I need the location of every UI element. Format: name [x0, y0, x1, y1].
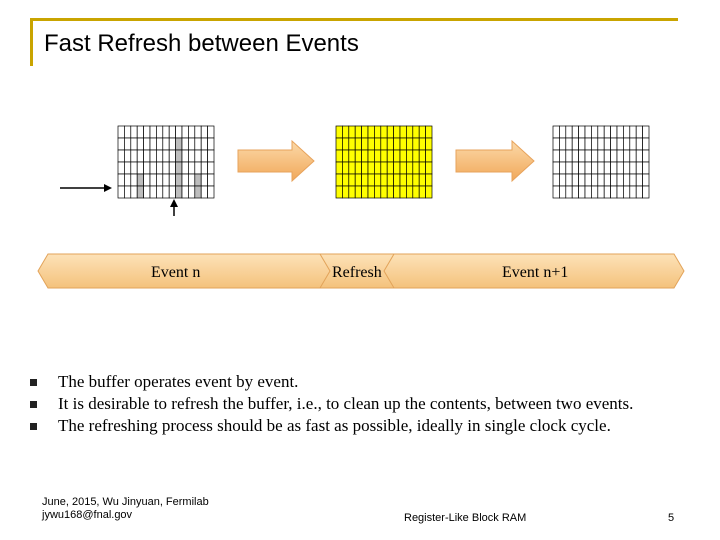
buffer-cell [349, 138, 355, 150]
block-arrow-2 [456, 141, 534, 181]
buffer-cell [195, 186, 201, 198]
buffer-cell [630, 174, 636, 186]
buffer-cell [630, 150, 636, 162]
buffer-cell [150, 174, 156, 186]
buffer-cell [144, 126, 150, 138]
buffer-cell [336, 174, 342, 186]
buffer-cell [150, 138, 156, 150]
footer-date-author: June, 2015, Wu Jinyuan, Fermilab [42, 496, 209, 508]
buffer-cell [394, 150, 400, 162]
buffer-cell [406, 150, 412, 162]
buffer-cell [591, 162, 597, 174]
buffer-cell [394, 138, 400, 150]
buffer-cell [611, 174, 617, 186]
buffer-cell [617, 174, 623, 186]
buffer-cell [413, 174, 419, 186]
buffer-cell [188, 174, 194, 186]
buffer-cell [591, 174, 597, 186]
buffer-cell [342, 150, 348, 162]
buffer-cell [342, 174, 348, 186]
buffer-cell [208, 138, 214, 150]
buffer-cell [188, 186, 194, 198]
buffer-cell [623, 174, 629, 186]
buffer-cell [381, 126, 387, 138]
buffer-cell [566, 174, 572, 186]
buffer-cell [566, 186, 572, 198]
buffer-cell [355, 150, 361, 162]
buffer-cell [169, 162, 175, 174]
buffer-cell [585, 162, 591, 174]
buffer-cell [201, 150, 207, 162]
buffer-cell [572, 126, 578, 138]
slide-title: Fast Refresh between Events [44, 30, 359, 57]
buffer-cell [169, 138, 175, 150]
buffer-cell [636, 150, 642, 162]
buffer-cell [349, 162, 355, 174]
buffer-cell [176, 150, 182, 162]
buffer-cell [163, 186, 169, 198]
buffer-cell [623, 138, 629, 150]
buffer-cell [188, 138, 194, 150]
bullet-item [30, 415, 670, 437]
buffer-cell [176, 138, 182, 150]
buffer-cell [604, 138, 610, 150]
buffer-cell [368, 174, 374, 186]
buffer-cell [374, 138, 380, 150]
buffer-cell [208, 186, 214, 198]
buffer-cell [406, 174, 412, 186]
buffer-cell [208, 174, 214, 186]
buffer-cell [336, 138, 342, 150]
buffer-cell [124, 186, 130, 198]
buffer-cell [591, 138, 597, 150]
buffer-cell [553, 174, 559, 186]
buffer-cell [585, 186, 591, 198]
buffer-cell [342, 162, 348, 174]
buffer-cell [572, 174, 578, 186]
buffer-grid-event-n [118, 126, 214, 198]
bullet-text: It is desirable to refresh the buffer, i.e., to clean up the contents, between two events. [58, 394, 634, 413]
buffer-cell [406, 186, 412, 198]
buffer-cell [553, 138, 559, 150]
buffer-cell [579, 186, 585, 198]
buffer-cell [636, 138, 642, 150]
buffer-cell [374, 174, 380, 186]
input-arrow [60, 184, 112, 192]
buffer-cell [400, 162, 406, 174]
buffer-cell [611, 150, 617, 162]
buffer-cell [342, 186, 348, 198]
buffer-cell [131, 186, 137, 198]
buffer-cell [636, 186, 642, 198]
buffer-cell [188, 162, 194, 174]
buffer-cell [553, 186, 559, 198]
buffer-cell [579, 138, 585, 150]
buffer-cell [144, 186, 150, 198]
bullet-list [30, 371, 670, 437]
buffer-cell [617, 162, 623, 174]
buffer-cell [144, 162, 150, 174]
buffer-cell [579, 162, 585, 174]
buffer-cell [387, 126, 393, 138]
buffer-cell [195, 126, 201, 138]
buffer-cell [156, 186, 162, 198]
bullet-item [30, 371, 670, 393]
buffer-cell [426, 186, 432, 198]
buffer-cell [201, 174, 207, 186]
buffer-cell [336, 186, 342, 198]
buffer-cell [118, 186, 124, 198]
buffer-cell [374, 186, 380, 198]
buffer-cell [413, 162, 419, 174]
buffer-cell [636, 162, 642, 174]
buffer-cell [617, 126, 623, 138]
buffer-cell [150, 150, 156, 162]
buffer-cell [342, 138, 348, 150]
buffer-cell [598, 138, 604, 150]
buffer-cell [150, 162, 156, 174]
buffer-cell [419, 186, 425, 198]
buffer-cell [349, 126, 355, 138]
buffer-cell [553, 150, 559, 162]
buffer-cell [598, 150, 604, 162]
buffer-cell [208, 126, 214, 138]
buffer-cell [419, 126, 425, 138]
buffer-cell [400, 138, 406, 150]
buffer-cell [623, 186, 629, 198]
buffer-cell [118, 174, 124, 186]
buffer-cell [336, 150, 342, 162]
buffer-cell [426, 150, 432, 162]
buffer-cell [617, 150, 623, 162]
buffer-cell [208, 150, 214, 162]
buffer-cell [124, 162, 130, 174]
buffer-cell [195, 138, 201, 150]
buffer-cell [394, 186, 400, 198]
buffer-cell [355, 174, 361, 186]
buffer-cell [195, 150, 201, 162]
buffer-cell [381, 174, 387, 186]
buffer-cell [387, 138, 393, 150]
buffer-cell [553, 162, 559, 174]
buffer-cell [406, 162, 412, 174]
buffer-cell [598, 126, 604, 138]
buffer-cell [643, 138, 649, 150]
buffer-cell [150, 126, 156, 138]
buffer-cell [419, 162, 425, 174]
buffer-cell [611, 186, 617, 198]
buffer-cell [381, 162, 387, 174]
bullet-marker [30, 379, 37, 386]
buffer-cell [413, 150, 419, 162]
buffer-cell [169, 150, 175, 162]
buffer-cell [118, 138, 124, 150]
buffer-cell [604, 186, 610, 198]
label-event-n-plus-1: Event n+1 [502, 264, 569, 281]
buffer-cell [579, 126, 585, 138]
buffer-cell [566, 162, 572, 174]
label-refresh: Refresh [332, 264, 382, 281]
buffer-cell [336, 162, 342, 174]
buffer-cell [201, 186, 207, 198]
buffer-cell [163, 126, 169, 138]
buffer-cell [566, 126, 572, 138]
page-number: 5 [668, 512, 675, 524]
buffer-cell [387, 186, 393, 198]
buffer-cell [336, 126, 342, 138]
buffer-cell [182, 174, 188, 186]
buffer-cell [426, 162, 432, 174]
buffer-cell [643, 126, 649, 138]
buffer-cell [118, 150, 124, 162]
buffer-cell [559, 186, 565, 198]
buffer-cell [349, 174, 355, 186]
buffer-cell [362, 174, 368, 186]
buffer-cell [201, 162, 207, 174]
buffer-cell [559, 162, 565, 174]
buffer-cell [137, 174, 143, 186]
buffer-cell [419, 138, 425, 150]
buffer-cell [387, 162, 393, 174]
buffer-cell [195, 174, 201, 186]
buffer-cell [374, 126, 380, 138]
buffer-cell [623, 126, 629, 138]
buffer-cell [553, 126, 559, 138]
buffer-cell [394, 126, 400, 138]
bullet-text: The buffer operates event by event. [58, 372, 299, 391]
buffer-cell [188, 150, 194, 162]
pointer-arrow [170, 199, 178, 216]
buffer-cell [643, 186, 649, 198]
buffer-cell [176, 186, 182, 198]
buffer-cell [611, 138, 617, 150]
bullet-marker [30, 401, 37, 408]
buffer-cell [400, 150, 406, 162]
buffer-cell [368, 126, 374, 138]
buffer-cell [156, 162, 162, 174]
buffer-cell [131, 174, 137, 186]
buffer-cell [362, 126, 368, 138]
buffer-cell [144, 150, 150, 162]
buffer-cell [559, 126, 565, 138]
buffer-cell [394, 174, 400, 186]
buffer-cell [585, 174, 591, 186]
buffer-cell [349, 186, 355, 198]
buffer-grid-event-n-plus-1 [553, 126, 649, 198]
buffer-cell [368, 186, 374, 198]
buffer-cell [387, 150, 393, 162]
buffer-cell [342, 126, 348, 138]
buffer-cell [572, 150, 578, 162]
buffer-cell [144, 138, 150, 150]
buffer-cell [406, 138, 412, 150]
buffer-cell [381, 186, 387, 198]
buffer-cell [188, 126, 194, 138]
buffer-cell [156, 174, 162, 186]
buffer-cell [413, 138, 419, 150]
buffer-cell [118, 126, 124, 138]
buffer-cell [368, 150, 374, 162]
buffer-cell [426, 174, 432, 186]
buffer-cell [131, 162, 137, 174]
buffer-cell [169, 126, 175, 138]
buffer-cell [413, 186, 419, 198]
buffer-cell [381, 138, 387, 150]
buffer-cell [604, 126, 610, 138]
buffer-cell [131, 126, 137, 138]
buffer-cell [579, 150, 585, 162]
buffer-cell [362, 162, 368, 174]
buffer-cell [566, 150, 572, 162]
buffer-cell [163, 174, 169, 186]
bullet-item [30, 393, 670, 415]
buffer-cell [406, 126, 412, 138]
buffer-cell [374, 162, 380, 174]
buffer-cell [195, 162, 201, 174]
buffer-cell [559, 174, 565, 186]
buffer-cell [163, 162, 169, 174]
buffer-cell [426, 138, 432, 150]
buffer-cell [611, 162, 617, 174]
buffer-cell [426, 126, 432, 138]
buffer-cell [137, 186, 143, 198]
buffer-cell [362, 150, 368, 162]
buffer-cell [131, 150, 137, 162]
buffer-cell [176, 126, 182, 138]
buffer-cell [611, 126, 617, 138]
buffer-cell [156, 126, 162, 138]
buffer-cell [163, 150, 169, 162]
buffer-cell [572, 162, 578, 174]
buffer-cell [368, 162, 374, 174]
buffer-cell [355, 162, 361, 174]
buffer-cell [124, 138, 130, 150]
buffer-cell [124, 174, 130, 186]
buffer-cell [201, 126, 207, 138]
buffer-cell [169, 174, 175, 186]
buffer-cell [643, 162, 649, 174]
buffer-cell [182, 150, 188, 162]
buffer-cell [176, 162, 182, 174]
buffer-cell [617, 138, 623, 150]
buffer-cell [381, 150, 387, 162]
buffer-cell [368, 138, 374, 150]
buffer-cell [182, 186, 188, 198]
buffer-cell [137, 162, 143, 174]
buffer-cell [630, 186, 636, 198]
buffer-cell [623, 162, 629, 174]
buffer-cell [585, 138, 591, 150]
buffer-cell [156, 138, 162, 150]
buffer-cell [362, 138, 368, 150]
buffer-cell [598, 174, 604, 186]
buffer-cell [559, 138, 565, 150]
buffer-cell [400, 186, 406, 198]
buffer-cell [362, 186, 368, 198]
buffer-cell [150, 186, 156, 198]
buffer-cell [163, 138, 169, 150]
buffer-cell [144, 174, 150, 186]
buffer-cell [598, 162, 604, 174]
buffer-cell [585, 126, 591, 138]
buffer-cell [643, 150, 649, 162]
buffer-cell [208, 162, 214, 174]
buffer-cell [413, 126, 419, 138]
buffer-cell [591, 126, 597, 138]
buffer-cell [643, 174, 649, 186]
label-event-n: Event n [151, 264, 201, 281]
buffer-cell [630, 162, 636, 174]
buffer-cell [131, 138, 137, 150]
buffer-cell [604, 150, 610, 162]
buffer-cell [566, 138, 572, 150]
buffer-cell [617, 186, 623, 198]
buffer-cell [623, 150, 629, 162]
buffer-cell [374, 150, 380, 162]
buffer-cell [387, 174, 393, 186]
buffer-cell [591, 186, 597, 198]
bullet-text: The refreshing process should be as fast as possible, ideally in single clock cycle. [58, 416, 611, 435]
buffer-cell [124, 126, 130, 138]
buffer-cell [630, 138, 636, 150]
buffer-cell [598, 186, 604, 198]
buffer-cell [169, 186, 175, 198]
buffer-cell [124, 150, 130, 162]
buffer-cell [349, 150, 355, 162]
buffer-cell [636, 174, 642, 186]
buffer-cell [636, 126, 642, 138]
buffer-grid-refresh [336, 126, 432, 198]
buffer-cell [182, 138, 188, 150]
buffer-cell [355, 186, 361, 198]
buffer-cell [137, 126, 143, 138]
footer-title: Register-Like Block RAM [404, 512, 527, 524]
buffer-cell [604, 162, 610, 174]
buffer-cell [182, 126, 188, 138]
buffer-cell [604, 174, 610, 186]
buffer-cell [355, 138, 361, 150]
buffer-cell [572, 186, 578, 198]
buffer-cell [355, 126, 361, 138]
buffer-cell [118, 162, 124, 174]
bullet-marker [30, 423, 37, 430]
buffer-cell [579, 174, 585, 186]
buffer-cell [400, 126, 406, 138]
footer-email: jywu168@fnal.gov [42, 509, 133, 521]
buffer-cell [419, 150, 425, 162]
buffer-cell [400, 174, 406, 186]
buffer-cell [591, 150, 597, 162]
buffer-cell [201, 138, 207, 150]
buffer-cell [156, 150, 162, 162]
buffer-cell [559, 150, 565, 162]
buffer-cell [182, 162, 188, 174]
block-arrow-1 [238, 141, 314, 181]
buffer-cell [572, 138, 578, 150]
buffer-cell [630, 126, 636, 138]
buffer-cell [585, 150, 591, 162]
buffer-cell [137, 150, 143, 162]
buffer-cell [176, 174, 182, 186]
buffer-cell [419, 174, 425, 186]
buffer-cell [137, 138, 143, 150]
footer-author [42, 496, 209, 522]
buffer-cell [394, 162, 400, 174]
